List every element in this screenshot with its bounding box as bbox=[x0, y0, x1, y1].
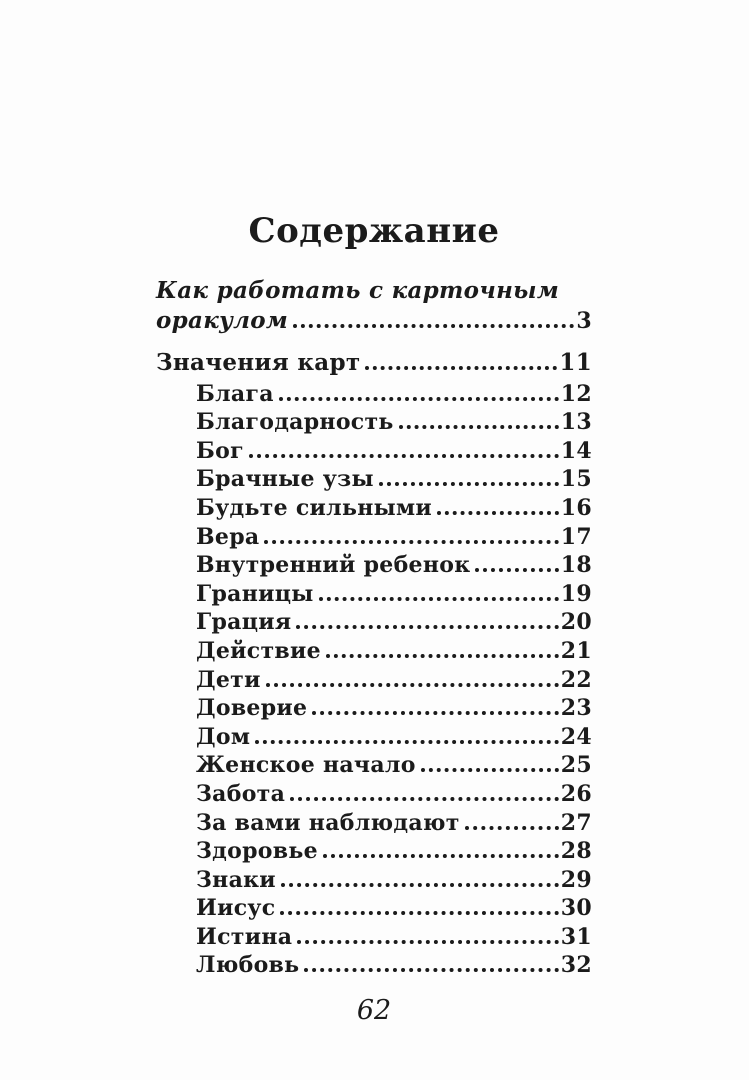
toc-entry bbox=[156, 751, 592, 780]
toc-entry-label: Значения карт bbox=[156, 349, 361, 376]
toc-entry-page: 21 bbox=[560, 637, 592, 664]
page-number: 62 bbox=[356, 995, 392, 1027]
toc-entry-page: 25 bbox=[560, 752, 592, 779]
toc-entry bbox=[156, 694, 592, 723]
dot-leader bbox=[379, 482, 559, 486]
toc-entry-label: Брачные узы bbox=[196, 466, 374, 493]
toc-entry bbox=[156, 894, 592, 923]
toc-entry-page: 32 bbox=[560, 952, 592, 979]
toc-entry bbox=[156, 580, 592, 609]
toc-entry-label: Бог bbox=[196, 437, 244, 464]
table-of-contents bbox=[156, 276, 592, 980]
dot-leader bbox=[437, 511, 559, 515]
toc-entry-page: 17 bbox=[560, 523, 592, 550]
toc-entry-label: Истина bbox=[196, 923, 293, 950]
toc-entry-section bbox=[156, 349, 592, 378]
toc-entry bbox=[156, 551, 592, 580]
toc-entry-page: 30 bbox=[560, 895, 592, 922]
toc-entry-label: Здоровье bbox=[196, 838, 318, 865]
toc-entry bbox=[156, 837, 592, 866]
dot-leader bbox=[249, 454, 559, 458]
dot-leader bbox=[264, 540, 558, 544]
dot-leader bbox=[312, 711, 558, 715]
toc-entry-label: Грация bbox=[196, 609, 292, 636]
toc-entry bbox=[156, 809, 592, 838]
toc-entry bbox=[156, 523, 592, 552]
dot-leader bbox=[297, 940, 558, 944]
toc-entry-intro bbox=[156, 306, 592, 336]
toc-entry bbox=[156, 666, 592, 695]
toc-entry-page: 14 bbox=[560, 437, 592, 464]
toc-entry-page: 3 bbox=[576, 308, 592, 334]
toc-entry-label: Любовь bbox=[196, 952, 300, 979]
toc-entry-page: 27 bbox=[560, 809, 592, 836]
dot-leader bbox=[255, 740, 559, 744]
toc-entry-page: 26 bbox=[560, 780, 592, 807]
toc-entry bbox=[156, 780, 592, 809]
dot-leader bbox=[365, 366, 557, 370]
toc-entry-label: Дом bbox=[196, 723, 251, 750]
toc-content bbox=[156, 0, 592, 1028]
toc-entry bbox=[156, 637, 592, 666]
toc-entry bbox=[156, 866, 592, 895]
toc-entry-page: 19 bbox=[560, 580, 592, 607]
toc-entry bbox=[156, 723, 592, 752]
toc-entry-label: Дети bbox=[196, 666, 261, 693]
toc-entry-label: Блага bbox=[196, 380, 274, 407]
dot-leader bbox=[465, 826, 559, 830]
page-title: Содержание bbox=[248, 211, 500, 251]
toc-entry-label: Вера bbox=[196, 523, 260, 550]
toc-entry-page: 23 bbox=[560, 695, 592, 722]
toc-entry-page: 12 bbox=[560, 380, 592, 407]
dot-leader bbox=[281, 883, 559, 887]
toc-entry-label: За вами наблюдают bbox=[196, 809, 460, 836]
dot-leader bbox=[266, 683, 559, 687]
dot-leader bbox=[296, 625, 558, 629]
dot-leader bbox=[421, 768, 559, 772]
dot-leader bbox=[304, 968, 558, 972]
toc-entry-label: Действие bbox=[196, 637, 321, 664]
toc-entry-label: Границы bbox=[196, 580, 314, 607]
toc-entry-page: 11 bbox=[559, 349, 592, 376]
dot-leader bbox=[293, 324, 574, 328]
dot-leader bbox=[319, 597, 559, 601]
dot-leader bbox=[279, 397, 559, 401]
dot-leader bbox=[290, 797, 559, 801]
toc-entry bbox=[156, 465, 592, 494]
toc-entry-page: 31 bbox=[560, 923, 592, 950]
toc-entry-label: Знаки bbox=[196, 866, 276, 893]
toc-entry-page: 16 bbox=[560, 494, 592, 521]
toc-entry-label: Внутренний ребенок bbox=[196, 552, 471, 579]
toc-entry-label: оракулом bbox=[156, 307, 289, 334]
toc-entry-intro-line1: Как работать с карточным bbox=[156, 277, 560, 304]
toc-entry bbox=[156, 380, 592, 409]
dot-leader bbox=[323, 854, 559, 858]
toc-entry bbox=[156, 951, 592, 980]
dot-leader bbox=[280, 911, 558, 915]
toc-entry-page: 28 bbox=[560, 838, 592, 865]
dot-leader bbox=[475, 568, 558, 572]
toc-entry-page: 18 bbox=[560, 552, 592, 579]
toc-entry-label: Будьте сильными bbox=[196, 494, 433, 521]
toc-entry-label: Женское начало bbox=[196, 752, 416, 779]
toc-entry-page: 13 bbox=[560, 409, 592, 436]
toc-entry bbox=[156, 608, 592, 637]
toc-entry-page: 29 bbox=[560, 866, 592, 893]
toc-entry bbox=[156, 494, 592, 523]
toc-entry-label: Забота bbox=[196, 780, 286, 807]
toc-entry-page: 24 bbox=[560, 723, 592, 750]
toc-entry-label: Иисус bbox=[196, 895, 276, 922]
dot-leader bbox=[326, 654, 559, 658]
toc-entry-page: 22 bbox=[560, 666, 592, 693]
toc-entry-page: 20 bbox=[560, 609, 592, 636]
toc-entry-label: Доверие bbox=[196, 695, 308, 722]
toc-entry-page: 15 bbox=[560, 466, 592, 493]
toc-entry-label: Благодарность bbox=[196, 409, 394, 436]
dot-leader bbox=[399, 425, 559, 429]
toc-sublist bbox=[156, 380, 592, 980]
toc-entry bbox=[156, 408, 592, 437]
toc-entry bbox=[156, 437, 592, 466]
toc-entry bbox=[156, 923, 592, 952]
